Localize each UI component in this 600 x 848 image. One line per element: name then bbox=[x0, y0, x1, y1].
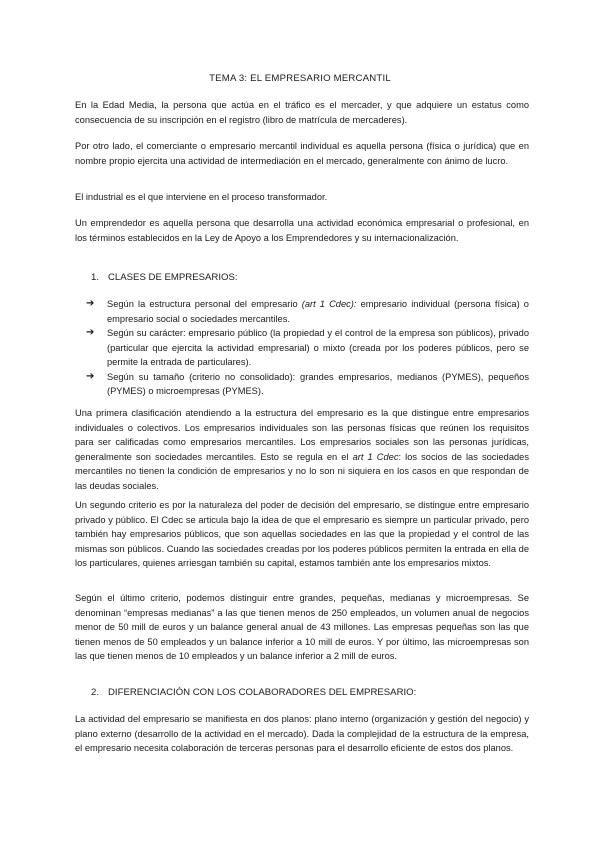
section-1-heading bbox=[91, 271, 238, 285]
arrow-right-icon: ➔ bbox=[86, 370, 95, 382]
section-2-heading bbox=[91, 686, 416, 700]
section-2-number: 2. bbox=[91, 687, 100, 698]
intro-paragraph-4: Un emprendedor es aquella persona que desarrolla una actividad económica empresarial o profesional, en los términos establecidos en la Ley de Apoyo a los Emprendedores y su internacionalización. bbox=[75, 218, 529, 243]
arrow-right-icon: ➔ bbox=[86, 327, 95, 338]
classification-paragraph-1: Una primera clasificación atendiendo a la estructura del empresario es la que distingue entre empresarios individuales o colectivos. Los empresarios individuales son las personas físicas que reúnen los requisitos para ser calificadas como empresarios mercantiles. Los empresarios sociales son las personas jurídicas, generalmente son sociedades mercantiles. Esto se regula en el art 1 Cdec: los socios de las sociedades mercantiles no tienen la condición de empresarios y no lo son ni siquiera en los casos en que respondan de las deudas sociales. bbox=[75, 408, 529, 491]
list-item: ➔ Según su carácter: empresario público (la propiedad y el control de la empresa son públicos), privado (particular que ejercita la actividad empresarial) o mixto (creada por los poderes públicos, pero se permite la entrada de particulares). bbox=[86, 327, 529, 367]
classification-paragraph-2: Un segundo criterio es por la naturaleza del poder de decisión del empresario, se distingue entre empresario privado y público. El Cdec se articula bajo la idea de que el empresario es siempre un particular privado, pero también hay empresarios públicos, que son aquellas sociedades en las que la propiedad y el control de las mismas son públicos. Cuando las sociedades creadas por los poderes públicos permiten la entrada en ella de los particulares, quienes arriesgan también su capital, estamos también ante los empresarios mixtos. bbox=[75, 500, 529, 568]
classes-list bbox=[86, 297, 529, 399]
section-1-number: 1. bbox=[91, 272, 100, 283]
classification-paragraph-3: Según el último criterio, podemos distinguir entre grandes, pequeñas, medianas y microempresas. Se denominan “empresas medianas” a las que tienen menos de 250 empleados, un volumen anual de negocios menor de 50 mill de euros y un balance general anual de 43 millones. Las empresas pequeñas son las que tienen menos de 50 empleados y un balance inferior a 10 mill de euros. Y por último, las microempresas son las que tienen menos de 10 empleados y un balance inferior a 2 mill de euros. bbox=[75, 593, 529, 661]
arrow-right-icon: ➔ bbox=[86, 298, 95, 309]
intro-paragraph-2: Por otro lado, el comerciante o empresario mercantil individual es aquella persona (física o jurídica) que en nombre propio ejercita una actividad de intermediación en el mercado, generalmente con ánimo de lucro. bbox=[75, 141, 529, 166]
section-2-title: DIFERENCIACIÓN CON LOS COLABORADORES DEL EMPRESARIO: bbox=[108, 687, 417, 698]
list-item: ➔ Según su tamaño (criterio no consolidado): grandes empresarios, medianos (PYMES), pequeños (PYMES) o microempresas (PYMES). bbox=[86, 370, 529, 396]
page-title: TEMA 3: EL EMPRESARIO MERCANTIL bbox=[209, 73, 391, 84]
list-item: ➔ Según la estructura personal del empresario (art 1 Cdec): empresario individual (persona física) o empresario social o sociedades mercantiles. bbox=[86, 298, 529, 324]
intro-paragraph-1: En la Edad Media, la persona que actúa en el tráfico es el mercader, y que adquiere un estatus como consecuencia de su inscripción en el registro (libro de matrícula de mercaderes). bbox=[75, 100, 529, 125]
section-1-title: CLASES DE EMPRESARIOS: bbox=[108, 272, 238, 283]
intro-paragraph-3: El industrial es el que interviene en el proceso transformador. bbox=[75, 192, 328, 202]
section-2-paragraph: La actividad del empresario se manifiesta en dos planos: plano interno (organización y gestión del negocio) y plano externo (desarrollo de la actividad en el mercado). Dada la complejidad de la estructura de la empresa, el empresario necesita colaboración de terceras personas para el desarrollo eficiente de estos dos planos. bbox=[75, 714, 529, 753]
